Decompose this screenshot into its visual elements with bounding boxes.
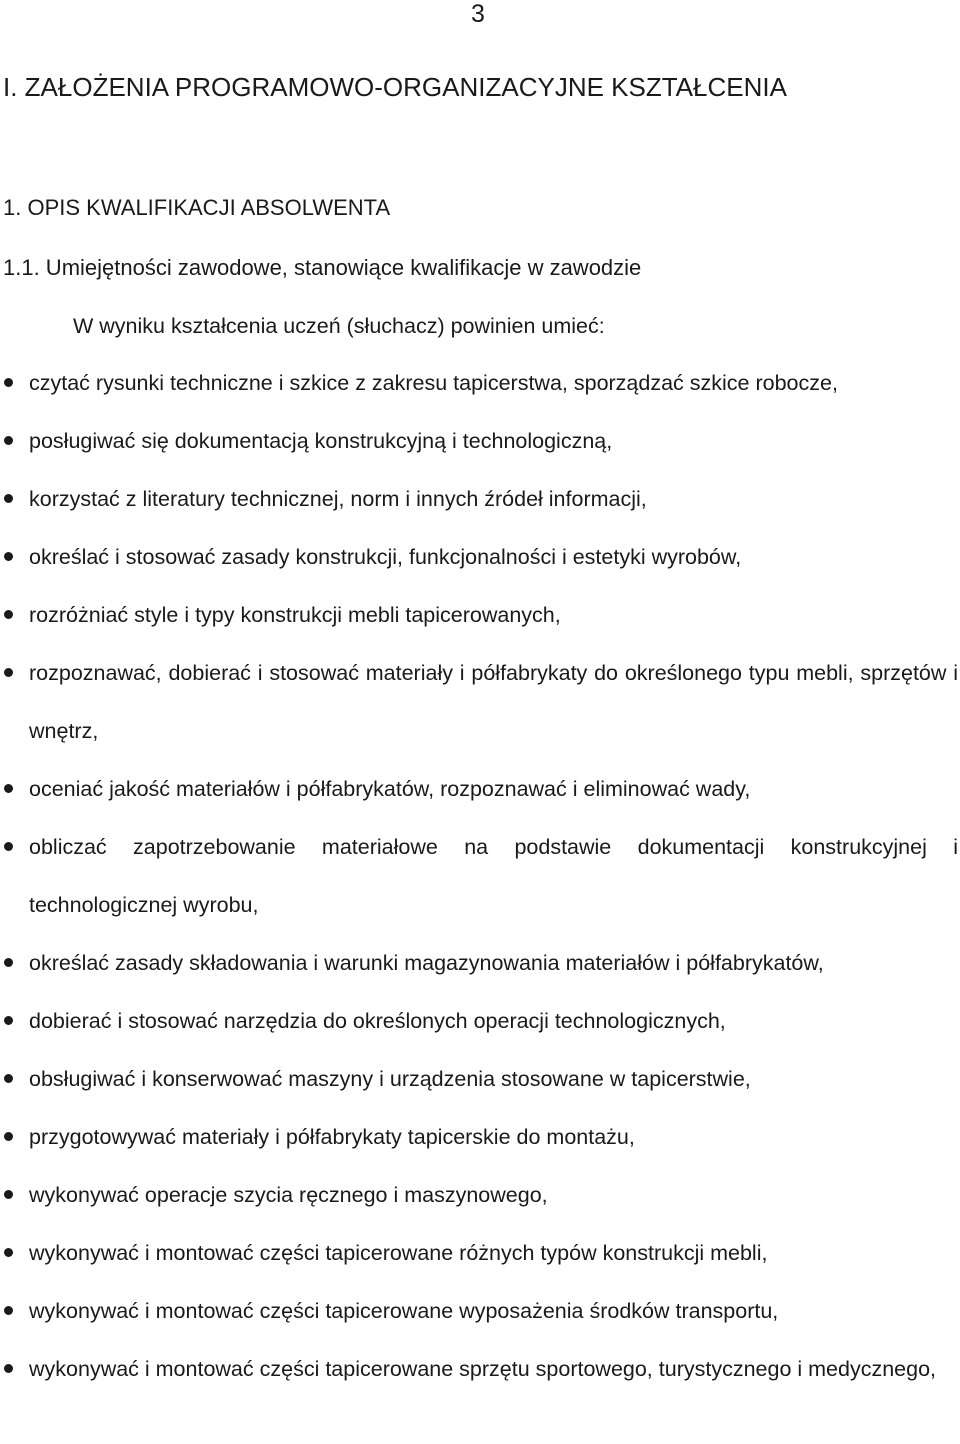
list-item-text: wykonywać i montować części tapicerowane wyposażenia środków transportu, [29,1299,779,1323]
list-item-text: rozpoznawać, dobierać i stosować materiały i półfabrykaty do określonego typu mebli, sprzętów i wnętrz, [29,661,958,743]
bullet-icon [4,842,13,851]
list-item [0,1108,958,1166]
skills-list [0,354,960,1398]
bullet-icon [4,436,13,445]
list-item [0,1282,958,1340]
list-item-text: przygotowywać materiały i półfabrykaty tapicerskie do montażu, [29,1125,635,1149]
bullet-icon [4,494,13,503]
list-item [0,644,958,760]
list-item-text: określać zasady składowania i warunki magazynowania materiałów i półfabrykatów, [29,951,824,975]
list-item [0,354,958,412]
list-item-text: określać i stosować zasady konstrukcji, funkcjonalności i estetyki wyrobów, [29,545,742,569]
list-item-text: korzystać z literatury technicznej, norm i innych źródeł informacji, [29,487,647,511]
bullet-icon [4,1016,13,1025]
list-item-text: wykonywać i montować części tapicerowane różnych typów konstrukcji mebli, [29,1241,768,1265]
list-item [0,992,958,1050]
list-item [0,412,958,470]
bullet-icon [4,1364,13,1373]
bullet-icon [4,378,13,387]
bullet-icon [4,610,13,619]
bullet-icon [4,668,13,677]
subsection-title: 1.1. Umiejętności zawodowe, stanowiące kwalifikacje w zawodzie [3,255,642,280]
list-item [0,1166,958,1224]
list-item [0,1050,958,1108]
list-item [0,818,958,934]
list-item-text: oceniać jakość materiałów i półfabrykatów, rozpoznawać i eliminować wady, [29,777,751,801]
list-item [0,470,958,528]
list-item-text: wykonywać i montować części tapicerowane sprzętu sportowego, turystycznego i medycznego, [29,1357,936,1381]
list-item-text: posługiwać się dokumentacją konstrukcyjną i technologiczną, [29,429,613,453]
list-item-text: obliczać zapotrzebowanie materiałowe na podstawie dokumentacji konstrukcyjnej i technologicznej wyrobu, [29,835,958,917]
main-title: I. ZAŁOŻENIA PROGRAMOWO-ORGANIZACYJNE KSZTAŁCENIA [3,72,787,102]
bullet-icon [4,1132,13,1141]
list-item-text: rozróżniać style i typy konstrukcji mebli tapicerowanych, [29,603,561,627]
bullet-icon [4,1190,13,1199]
section-title: 1. OPIS KWALIFIKACJI ABSOLWENTA [3,195,391,220]
bullet-icon [4,784,13,793]
bullet-icon [4,552,13,561]
bullet-icon [4,958,13,967]
list-item [0,934,958,992]
list-item [0,1340,958,1398]
list-item-text: wykonywać operacje szycia ręcznego i maszynowego, [29,1183,548,1207]
list-item [0,528,958,586]
list-item [0,1224,958,1282]
bullet-icon [4,1248,13,1257]
bullet-icon [4,1074,13,1083]
list-item-text: czytać rysunki techniczne i szkice z zakresu tapicerstwa, sporządzać szkice robocze, [29,371,838,395]
list-item [0,760,958,818]
bullet-icon [4,1306,13,1315]
intro-text: W wyniku kształcenia uczeń (słuchacz) powinien umieć: [73,314,605,338]
list-item [0,586,958,644]
list-item-text: dobierać i stosować narzędzia do określonych operacji technologicznych, [29,1009,726,1033]
page-number: 3 [471,0,485,28]
list-item-text: obsługiwać i konserwować maszyny i urządzenia stosowane w tapicerstwie, [29,1067,751,1091]
